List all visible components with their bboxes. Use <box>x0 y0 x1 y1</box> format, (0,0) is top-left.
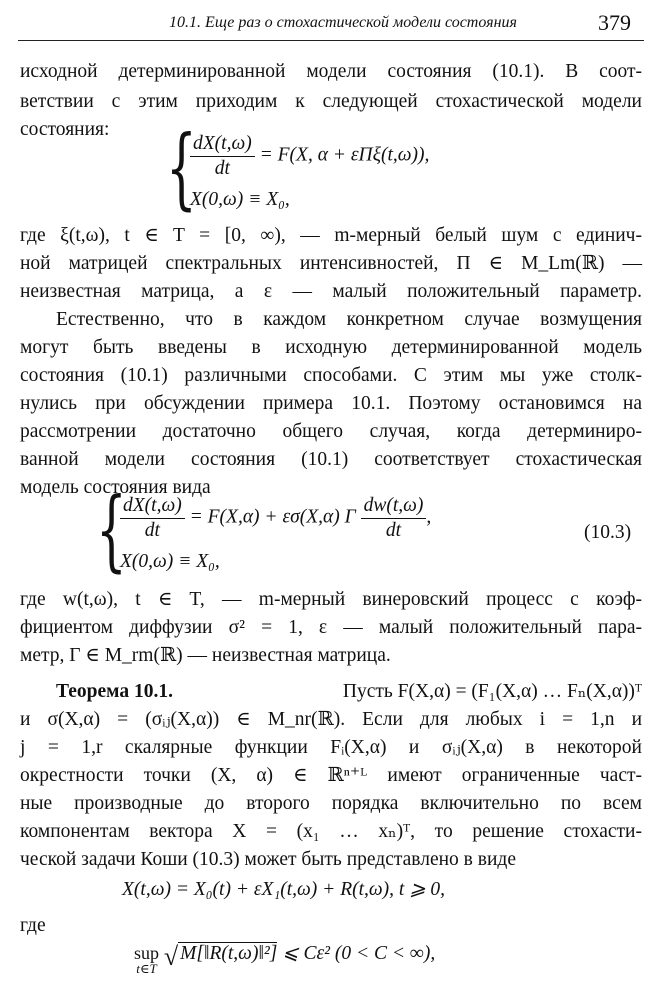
equation-2-line-1: $\frac{dX(t,\omega)}{dt}$ = F(X,α) + εσ(X,α) Γ $\frac{dw(t,\omega)}{dt}$ , <box>120 496 431 540</box>
text-line: состояния: <box>20 119 110 140</box>
solution-expansion-formula: X(t,ω) = X₀(t) + εX₁(t,ω) + R(t,ω), t ⩾ 0, <box>122 879 446 900</box>
text-line: фициентом диффузии σ² = 1, ε — малый положительный пара- <box>20 617 642 638</box>
equation-1-line-1: $\frac{dX(t,\omega)}{dt}$ = F(X, α + εΠξ(t,ω)), <box>190 134 429 178</box>
text-line: компонентам вектора X = (x₁ … xₙ)ᵀ, то решение стохасти- <box>20 821 642 842</box>
page-number: 379 <box>598 10 631 35</box>
text-line: ветствии с этим приходим к следующей стохастической модели <box>20 91 642 112</box>
text-line: ные производные до второго порядка включительно по всем <box>20 793 642 814</box>
text-line: рассмотрении достаточно общего случая, когда детерминиро- <box>20 421 642 442</box>
equation-1-line-2: X(0,ω) ≡ X₀, <box>190 189 290 210</box>
text-line: ной матрицей спектральных интенсивностей, Π ∈ M_Lm(ℝ) — <box>20 253 642 274</box>
derivative-fraction: $\frac{dX(t,\omega)}{dt}$ <box>190 134 255 178</box>
text-line: исходной детерминированной модели состояния (10.1). В соот- <box>20 61 642 82</box>
equation-number: (10.3) <box>584 522 632 543</box>
derivative-fraction: $\frac{dX(t,\omega)}{dt}$ <box>120 496 185 540</box>
theorem-label: Теорема 10.1. <box>56 681 173 702</box>
text-line: нулись при обсуждении примера 10.1. Поэтому остановимся на <box>20 393 642 414</box>
header-rule <box>18 40 644 41</box>
text-line: j = 1,r скалярные функции Fᵢ(X,α) и σᵢⱼ(X,α) в некоторой <box>20 737 642 758</box>
text-line: где <box>20 915 46 936</box>
sup-estimate-formula: sup t∈T √ M[‖R(t,ω)‖²] ⩽ Cε² (0 < C < ∞), <box>134 942 436 976</box>
text-line: метр, Γ ∈ M_rm(ℝ) — неизвестная матрица. <box>20 645 391 666</box>
sqrt-sign: √ <box>163 942 179 971</box>
text-line: модель состояния вида <box>20 477 211 498</box>
text-line: ческой задачи Коши (10.3) может быть представлено в виде <box>20 849 516 870</box>
text-line: состояния (10.1) различными способами. С этим мы уже столк- <box>20 365 642 386</box>
text-line: и σ(X,α) = (σᵢⱼ(X,α)) ∈ M_nr(ℝ). Если для любых i = 1,n и <box>20 709 642 730</box>
sup-operator: sup t∈T <box>134 943 160 976</box>
theorem-text: Пусть F(X,α) = (F₁(X,α) … Fₙ(X,α))ᵀ <box>342 681 642 702</box>
theorem-first-line <box>56 682 642 702</box>
text-line: где ξ(t,ω), t ∈ T = [0, ∞), — m-мерный белый шум с единич- <box>20 225 642 246</box>
text-line: Естественно, что в каждом конкретном случае возмущения <box>56 309 642 330</box>
running-title: 10.1. Еще раз о стохастической модели состояния <box>169 14 517 31</box>
wiener-derivative-fraction: $\frac{dw(t,\omega)}{dt}$ <box>361 496 427 540</box>
text-line: неизвестная матрица, а ε — малый положительный параметр. <box>20 281 642 302</box>
left-brace: { <box>96 478 127 581</box>
text-line: окрестности точки (X, α) ∈ ℝⁿ⁺ᴸ имеют ограниченные част- <box>20 765 642 786</box>
text-line: где w(t,ω), t ∈ T, — m-мерный винеровский процесс с коэф- <box>20 589 642 610</box>
equation-2-line-2: X(0,ω) ≡ X₀, <box>120 551 220 572</box>
text-line: ванной модели состояния (10.1) соответствует стохастическая <box>20 449 642 470</box>
text-line: могут быть введены в исходную детерминированной модель <box>20 337 642 358</box>
left-brace: { <box>166 116 197 219</box>
sqrt-radicand: M[‖R(t,ω)‖²] <box>180 943 278 964</box>
